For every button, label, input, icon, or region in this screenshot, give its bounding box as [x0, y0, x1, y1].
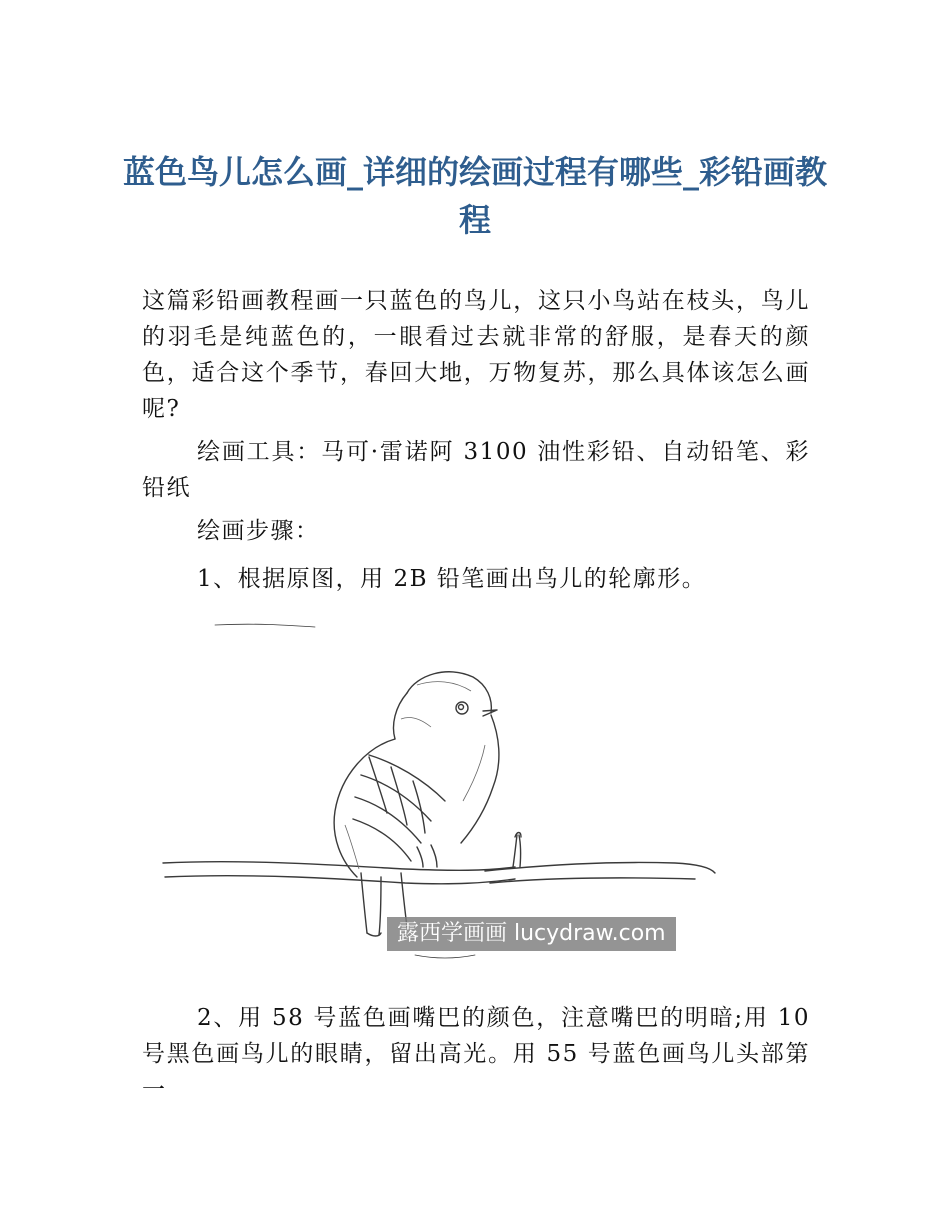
intro-paragraph: 这篇彩铅画教程画一只蓝色的鸟儿，这只小鸟站在枝头，鸟儿的羽毛是纯蓝色的，一眼看过去就非常的舒服，是春天的颜色，适合这个季节，春回大地，万物复苏，那么具体该怎么画呢? [142, 288, 810, 422]
page-title: 蓝色鸟儿怎么画_详细的绘画过程有哪些_彩铅画教程 [122, 153, 827, 239]
step-1-paragraph: 1、根据原图，用 2B 铅笔画出鸟儿的轮廓形。 [197, 566, 707, 592]
steps-heading: 绘画步骤： [197, 518, 320, 544]
bird-sketch-figure [155, 615, 730, 980]
tools-paragraph: 绘画工具：马可·雷诺阿 3100 油性彩铅、自动铅笔、彩铅纸 [142, 439, 810, 501]
watermark-label: 露西学画画 lucydraw.com [387, 917, 676, 951]
step-2-paragraph: 2、用 58 号蓝色画嘴巴的颜色，注意嘴巴的明暗;用 10 号黑色画鸟儿的眼睛，留出高光。用 55 号蓝色画鸟儿头部第一 [142, 1005, 810, 1103]
